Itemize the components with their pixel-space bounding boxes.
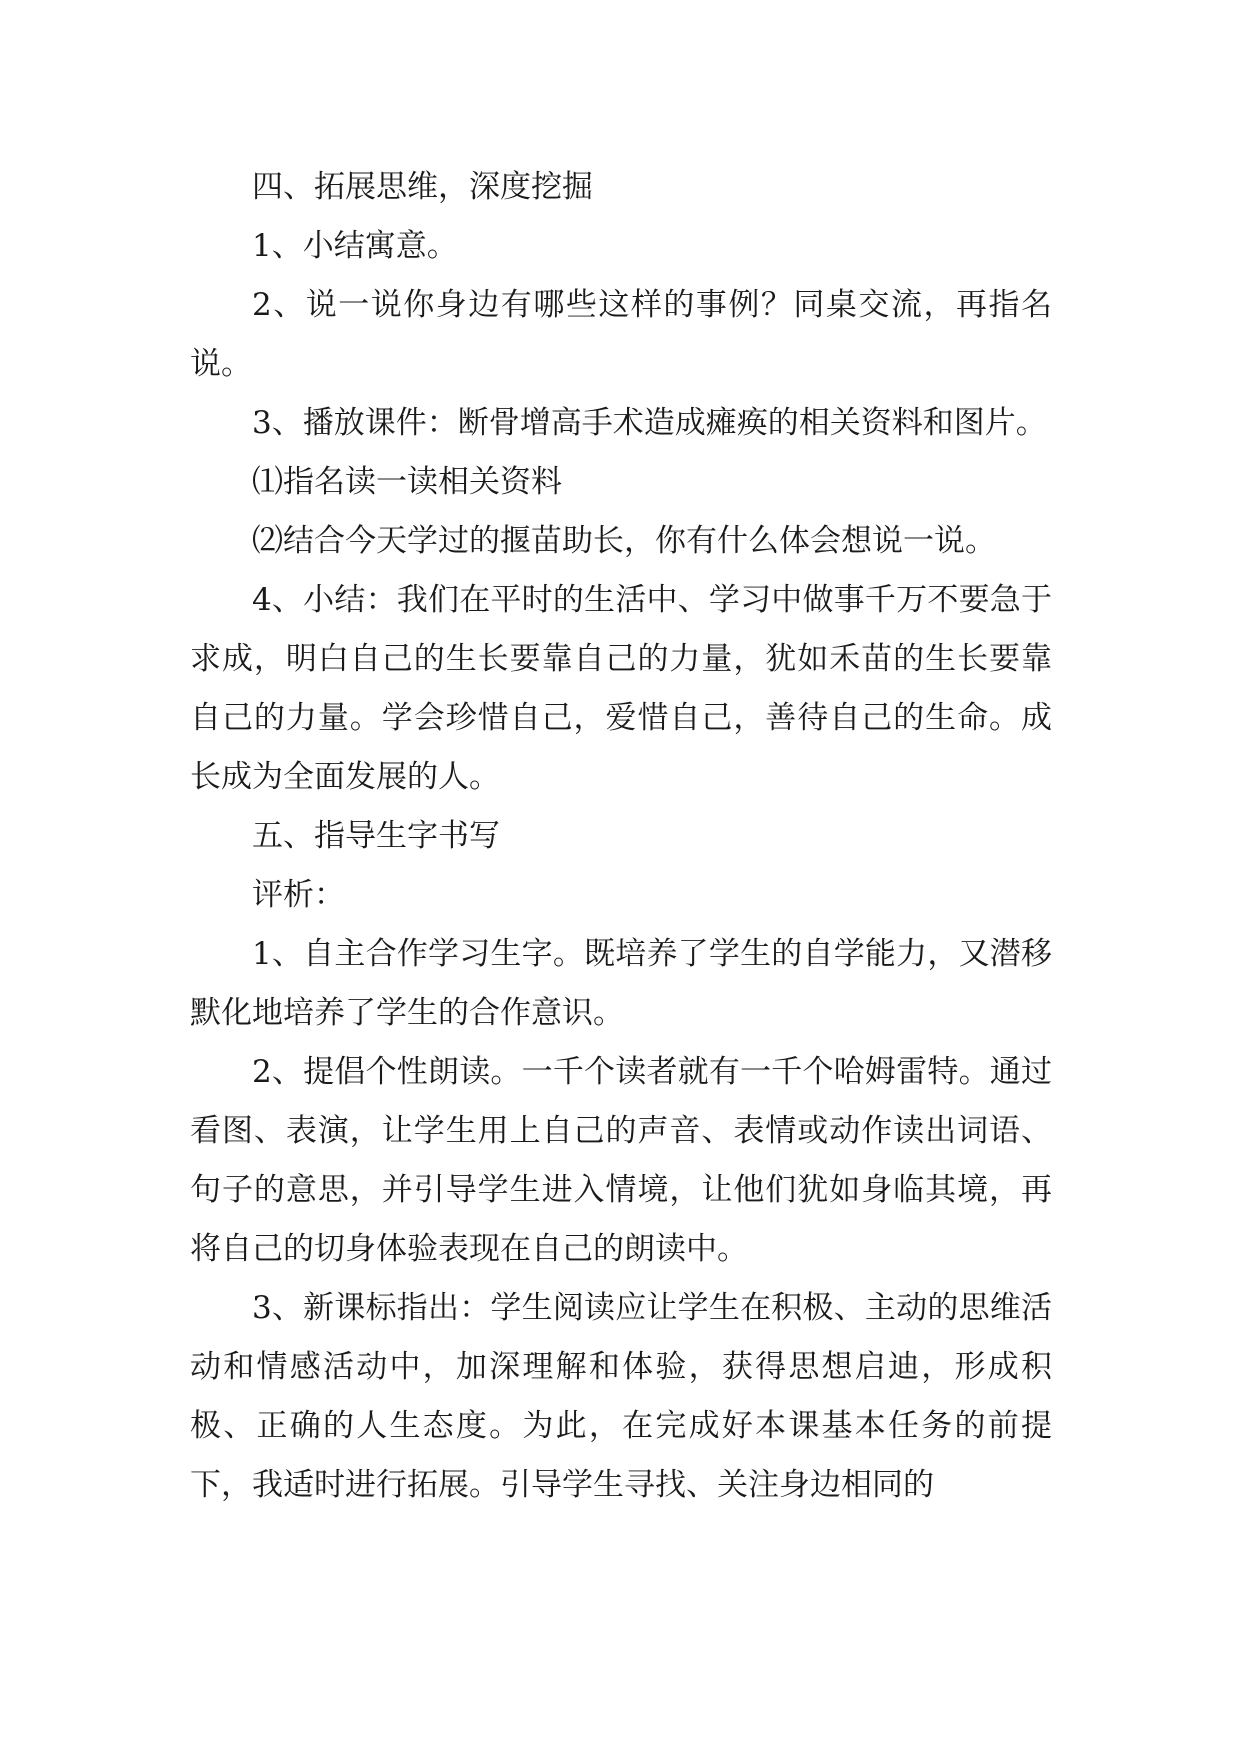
- paragraph: 3、新课标指出：学生阅读应让学生在积极、主动的思维活动和情感活动中，加深理解和体验，获得思想启迪，形成积极、正确的人生态度。为此，在完成好本课基本任务的前提下，我适时进行拓展。引导学生寻找、关注身边相同的: [190, 1290, 1052, 1503]
- paragraph: 4、小结：我们在平时的生活中、学习中做事千万不要急于求成，明白自己的生长要靠自己的力量，犹如禾苗的生长要靠自己的力量。学会珍惜自己，爱惜自己，善待自己的生命。成长成为全面发展的人。: [190, 582, 1052, 795]
- section-heading-five: 五、指导生字书写: [252, 818, 500, 854]
- paragraph: 2、提倡个性朗读。一千个读者就有一千个哈姆雷特。通过看图、表演，让学生用上自己的声音、表情或动作读出词语、句子的意思，并引导学生进入情境，让他们犹如身临其境，再将自己的切身体验表现在自己的朗读中。: [190, 1054, 1052, 1267]
- paragraph: 评析：: [252, 877, 345, 913]
- paragraph: 2、说一说你身边有哪些这样的事例？同桌交流，再指名说。: [190, 287, 1052, 382]
- section-heading-four: 四、拓展思维，深度挖掘: [252, 169, 593, 205]
- paragraph: ⑵结合今天学过的揠苗助长，你有什么体会想说一说。: [252, 523, 996, 559]
- paragraph: 1、自主合作学习生字。既培养了学生的自学能力，又潜移默化地培养了学生的合作意识。: [190, 936, 1052, 1031]
- paragraph: ⑴指名读一读相关资料: [252, 464, 562, 500]
- document-body: [190, 158, 1052, 1515]
- paragraph: 3、播放课件：断骨增高手术造成瘫痪的相关资料和图片。: [252, 405, 1047, 441]
- paragraph: 1、小结寓意。: [252, 228, 458, 264]
